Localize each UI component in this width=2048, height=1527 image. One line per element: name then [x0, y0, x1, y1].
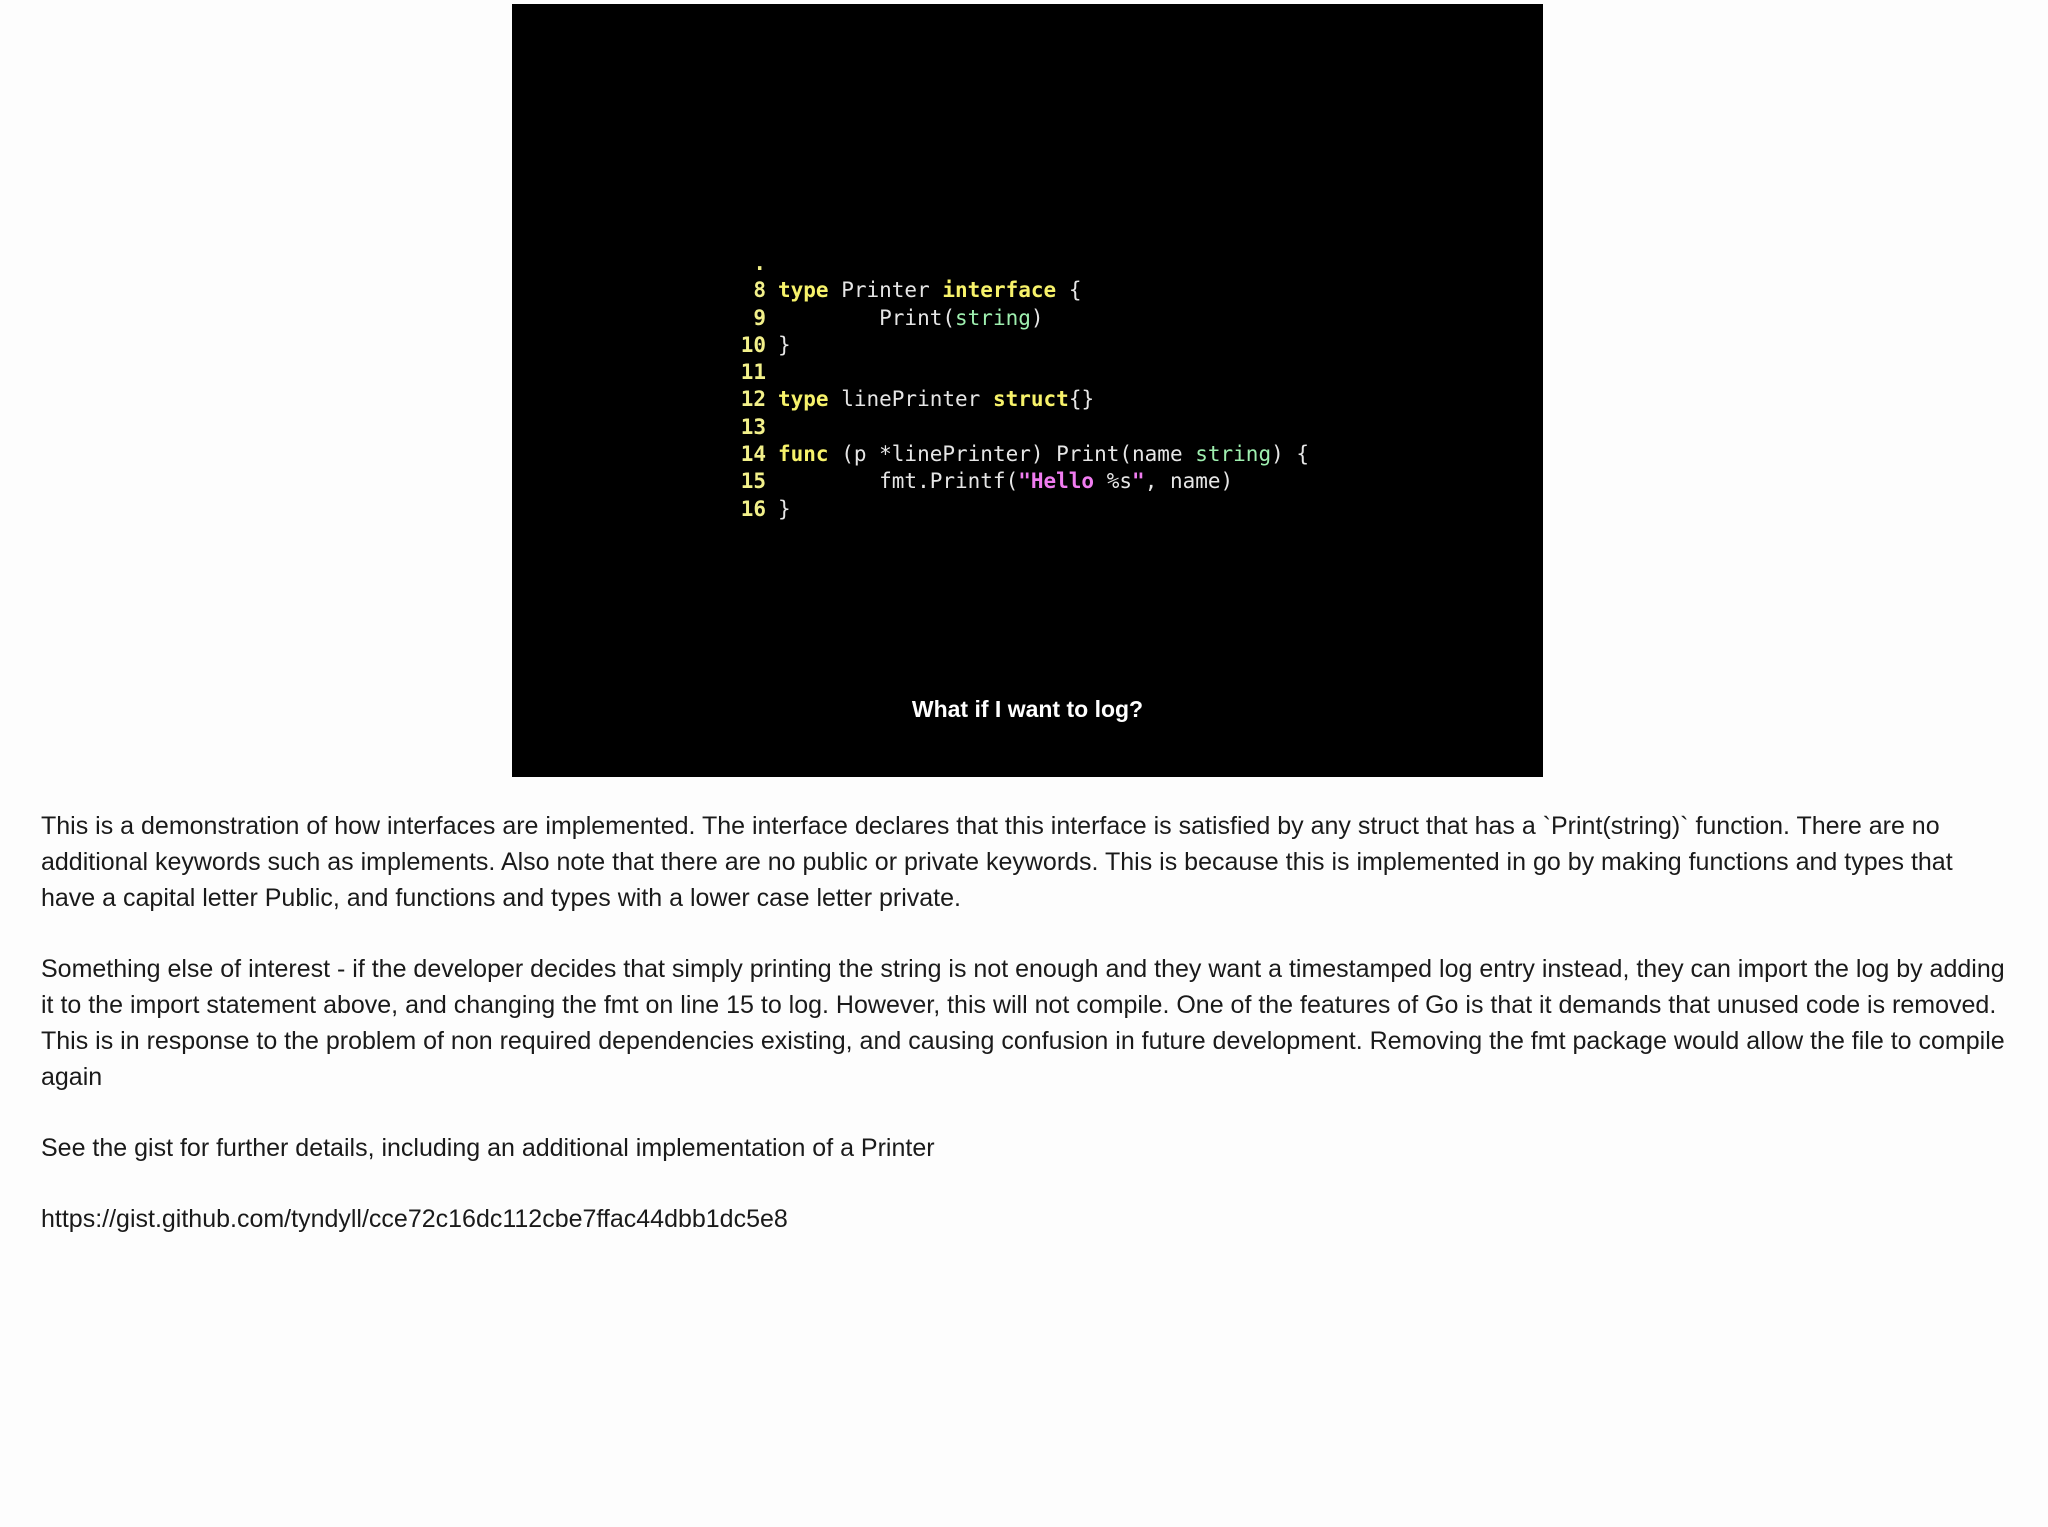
- code-token: Printer: [828, 278, 943, 303]
- code-token: interface: [942, 278, 1057, 303]
- code-line: [736, 277, 1309, 304]
- code-token: {}: [1068, 387, 1095, 412]
- line-number: 11: [740, 360, 766, 385]
- code-block: [736, 250, 1309, 523]
- notes-paragraph-3: See the gist for further details, including an additional implementation of a Printer: [41, 1134, 935, 1162]
- line-number: 15: [740, 469, 766, 494]
- line-number: 10: [740, 332, 766, 357]
- code-token: struct: [992, 387, 1069, 412]
- slide-caption: What if I want to log?: [911, 696, 1144, 722]
- code-token: }: [778, 496, 791, 521]
- line-number: .: [753, 251, 766, 275]
- code-token: type: [778, 387, 829, 412]
- code-token: "Hello: [1018, 469, 1107, 494]
- code-line: [736, 305, 1309, 332]
- code-token: }: [778, 332, 791, 357]
- code-token: %s: [1106, 469, 1133, 494]
- code-line: [736, 332, 1309, 359]
- presenter-notes: [41, 808, 2011, 1272]
- code-token: ): [1030, 305, 1044, 330]
- code-token: linePrinter: [828, 387, 993, 412]
- gist-link[interactable]: https://gist.github.com/tyndyll/cce72c16dc112cbe7ffac44dbb1dc5e8: [41, 1205, 788, 1233]
- code-token: ) {: [1271, 442, 1310, 467]
- slide-image: [512, 4, 1543, 777]
- line-number: 12: [740, 387, 766, 412]
- code-token: type: [778, 278, 829, 303]
- code-token: {: [1056, 278, 1082, 303]
- line-number: 8: [753, 278, 766, 303]
- code-token: fmt.Printf(: [778, 469, 1019, 494]
- code-token: string: [955, 305, 1031, 330]
- line-number: 13: [740, 414, 766, 439]
- code-line: [736, 468, 1309, 495]
- code-token: string: [1195, 442, 1272, 467]
- code-line: [736, 441, 1309, 468]
- code-line: [736, 386, 1309, 413]
- code-token: (p *linePrinter) Print(name: [828, 442, 1196, 467]
- code-token: , name): [1144, 469, 1234, 494]
- code-line: [736, 414, 1309, 441]
- code-token: func: [778, 442, 829, 467]
- code-token: Print(: [778, 305, 956, 330]
- line-number: 16: [740, 496, 766, 521]
- code-line: [736, 359, 1309, 386]
- line-number: 14: [740, 442, 766, 467]
- notes-paragraph-1: This is a demonstration of how interfaces are implemented. The interface declares that this interface is satisfied by any struct that has a `Print(string)` function. There are no additional keywords such as implements. Also note that there are no public or private keywords. This is because this is implemented in go by making functions and types that have a capital letter Public, and functions and types with a lower case letter private.: [41, 812, 1953, 912]
- code-line: [736, 496, 1309, 523]
- line-number: 9: [753, 305, 766, 330]
- code-line: [736, 250, 1309, 277]
- notes-paragraph-2: Something else of interest - if the developer decides that simply printing the string is not enough and they want a timestamped log entry instead, they can import the log by adding it to the import statement above, and changing the fmt on line 15 to log. However, this will not compile. One of the features of Go is that it demands that unused code is removed. This is in response to the problem of non required dependencies existing, and causing confusion in future development. Removing the fmt package would allow the file to compile again: [41, 955, 2005, 1091]
- code-token: ": [1132, 469, 1145, 494]
